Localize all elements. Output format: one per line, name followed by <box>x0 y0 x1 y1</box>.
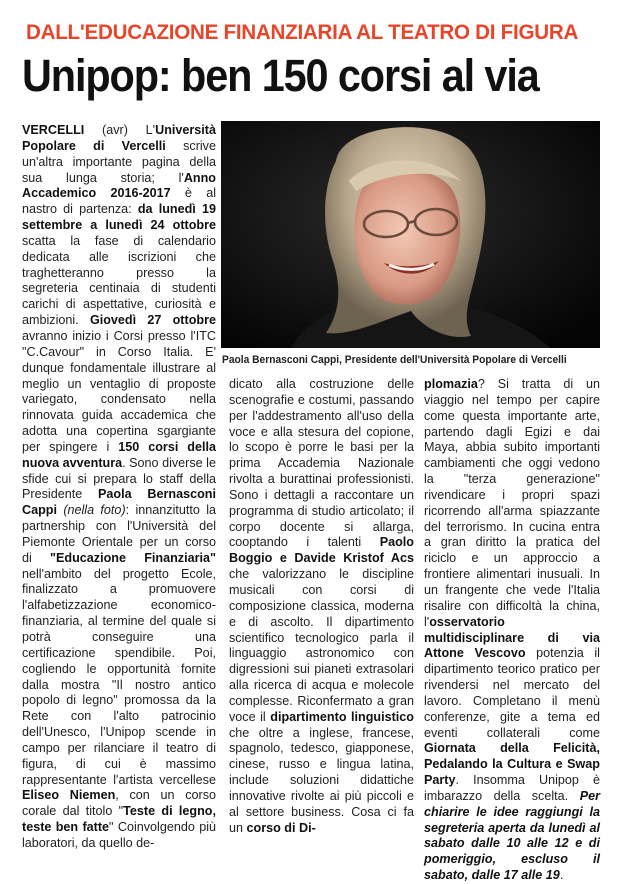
article-headline: Unipop: ben 150 corsi al via <box>22 50 539 101</box>
col1-text-run: 150 corsi della nuova avventura <box>22 439 216 470</box>
col2-text-run: che oltre a inglese, francese, spagnolo, tedesco, giapponese, cinese, russo e lingua latina, include soluzioni didattiche innovative rivolte ai più piccoli e al settore business. Cosa ci fa un <box>229 725 414 835</box>
col3-text-run: plomazia <box>424 377 478 391</box>
col1-text-run: (avr) L' <box>84 123 156 137</box>
col1-text-run: scrive un'altra importante pagina della sua lunga storia; l' <box>22 138 216 185</box>
photo-caption: Paola Bernasconi Cappi, Presidente dell'Università Popolare di Vercelli <box>222 354 567 366</box>
col3-text-run: Giornata della Felicità, Pedalando la Cultura e Swap Party <box>424 741 600 788</box>
col1-text-run: Anno Accademico 2016-2017 <box>22 170 216 201</box>
col2-text-run: dicato alla costruzione delle scenografie e costumi, passando per l'addestramento all'uso della voce e alla stesura del copione, lo scopo è porre le basi per la prima Accademia Nazionale rivolta a burattinai professionisti. Sono i dettagli a raccontare un programma di studio articolato; il corpo docente si allarga, cooptando i talenti <box>229 377 414 550</box>
col2-text-run: corso di Di- <box>246 820 316 835</box>
col1-text-run: VERCELLI <box>22 123 85 137</box>
col1-text-run: scatta la fase di calendario dedicata alle iscrizioni che traghetteranno presso la segreteria centinaia di studenti carichi di aspettative, curiosità e ambizioni. <box>22 233 216 328</box>
col1-text-run: (nella foto) <box>63 503 126 518</box>
col3-text-run: . <box>559 868 564 883</box>
col1-text-run: Eliseo Niemen <box>22 788 116 803</box>
article-column-3 <box>424 377 600 884</box>
col1-text-run: Teste di legno, teste ben fatte <box>22 804 216 835</box>
col1-text-run: avranno inizio i Corsi presso l'ITC "C.Cavour" in Corso Italia. E' dunque fondamentale illustrare al meglio un ventaglio di proposte variegato, condensato nella rinnovata guida accademica che adotta una copertina sgargiante per spingere i <box>22 328 216 454</box>
col3-text-run: Per chiarire le idee raggiungi la segreteria aperta da lunedì al sabato dalle 10 alle 12 e di pomeriggio, escluso il sabato, dalle 17 alle 19 <box>424 788 600 883</box>
col1-text-run: , con un corso corale dal titolo " <box>22 788 216 819</box>
col1-text-run: da lunedì 19 settembre a lunedì 24 ottobre <box>22 202 216 233</box>
col2-text-run: dipartimento linguistico <box>270 709 415 724</box>
col1-text-run: "Educazione Finanziaria" <box>50 550 216 565</box>
col2-text-run: che valorizzano le discipline musicali con corsi di composizione classica, moderna e di ascolto. Il dipartimento scientifico tecnologico parla il linguaggio astronomico con digressioni sui pianeti extrasolari alla ricerca di acqua e molecole complesse. Riconfermato a gran voce il <box>229 567 414 724</box>
col3-text-run: osservatorio multidisciplinare di via Attone Vescovo <box>424 614 600 661</box>
col3-text-run: ? Si tratta di un viaggio nel tempo per capire come questa importante arte, partendo dagli Egizi e dai Maya, abbia subito importanti cambiamenti che oggi vedono la "terza generazione" rivendicare i propri spazi ricorrendo all'arma spiazzante del terrorismo. In cucina entra a gran diritto la pratica del riciclo e un approccio a frontiere alimentari inusuali. In un frangente che vede l'Italia risalire con difficoltà la china, l' <box>424 377 600 629</box>
article-column-1 <box>22 123 216 852</box>
col3-text-run: . Insomma Unipop è imbarazzo della scelta. <box>424 773 600 803</box>
col2-text-run: Paolo Boggio e Davide Kristof Acs <box>229 535 414 566</box>
col1-text-run: Giovedì 27 ottobre <box>89 313 216 328</box>
president-photo <box>221 121 600 348</box>
col1-text-run: nell'ambito del progetto Ecole, finalizzato a promuovere l'alfabetizzazione economico-finanziaria, al termine del quale si potrà conseguire una certificazione spendibile. Poi, cogliendo le opportunità fornite dalla mostra "Il nostro antico popolo di legno" promossa da la Rete con l'alto patrocinio dell'Unesco, l'Unipop scende in campo per rilanciare il teatro di figura, di cui è massimo rappresentante l'artista vercellese <box>22 566 216 787</box>
col1-text-run: . Sono diverse le sfide cui si prepara lo staff della Presidente <box>22 455 216 502</box>
col1-text-run: : innanzitutto la partnership con l'Università del Piemonte Orientale per un corso di <box>22 503 216 565</box>
col3-text-run: potenzia il dipartimento teorico pratico per rivendersi nel mercato del lavoro. Completano il menù conferenze, gite a tema ed eventi collaterali come <box>424 646 600 740</box>
col1-text-run: " Coinvolgendo più laboratori, da quello de- <box>22 820 216 850</box>
article-kicker: DALL'EDUCAZIONE FINANZIARIA AL TEATRO DI FIGURA <box>26 20 579 44</box>
col1-text-run: è al nastro di partenza: <box>22 186 216 217</box>
col1-text-run: Università Popolare di Vercelli <box>22 123 216 153</box>
col1-text-run: Paola Bernasconi Cappi <box>22 487 216 518</box>
article-column-2 <box>229 377 414 836</box>
